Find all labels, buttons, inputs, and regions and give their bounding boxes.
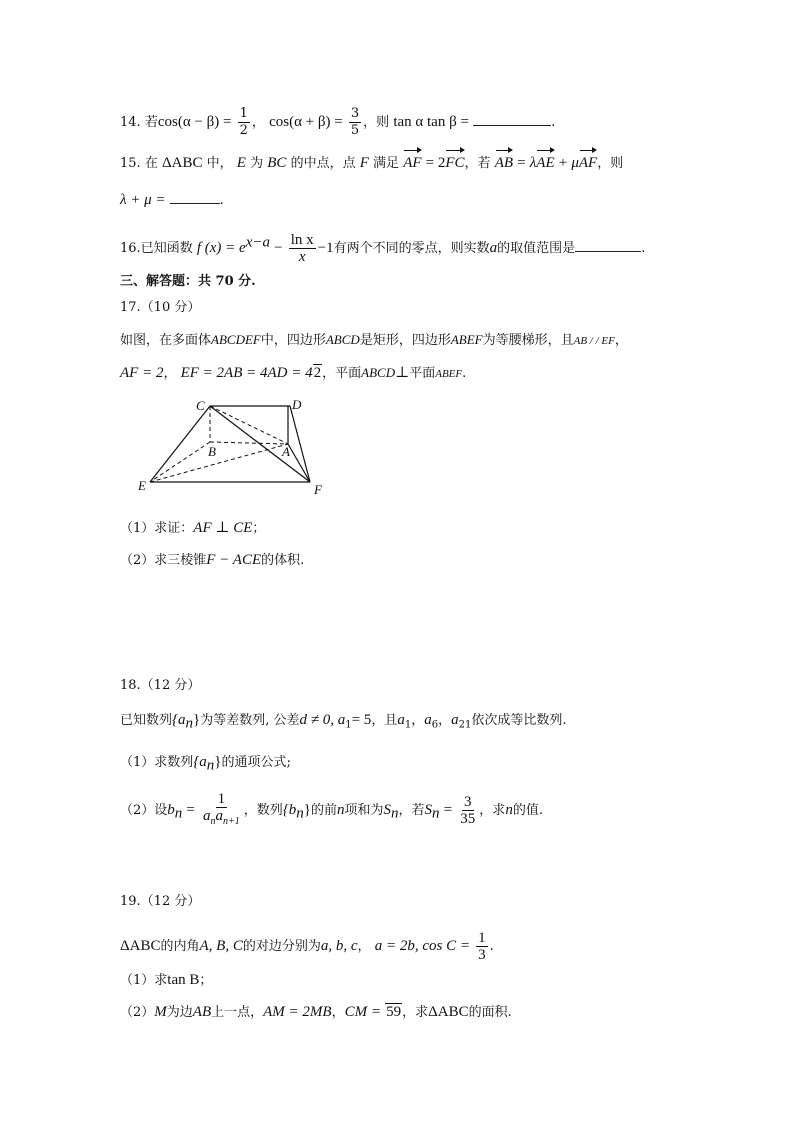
frac-num: 1 bbox=[217, 791, 226, 807]
label-D: D bbox=[292, 397, 302, 412]
frac-den: 5 bbox=[350, 123, 360, 138]
q19-cm: CM = bbox=[344, 1004, 381, 1020]
q17-line1 bbox=[120, 330, 628, 351]
q19-part2-label: （2） bbox=[120, 1005, 155, 1020]
q15-lambda-mu: λ + μ = bbox=[120, 192, 166, 208]
q16-text: 的取值范围是 bbox=[497, 241, 576, 256]
q15-number: 15. bbox=[120, 156, 141, 171]
q18-a6: a bbox=[424, 712, 432, 728]
q17-part2-end: 的体积. bbox=[261, 553, 305, 568]
q17-text: ， bbox=[614, 333, 628, 348]
q17-text: 为等腰梯形，且 bbox=[482, 333, 574, 348]
q15-text: ，若 bbox=[464, 156, 491, 171]
q18-sub: n bbox=[185, 715, 194, 732]
q17-text: ，平面 bbox=[322, 366, 362, 381]
q16-text: 有两个不同的零点，则实数 bbox=[333, 241, 490, 256]
q18-text: 依次成等比数列. bbox=[471, 713, 567, 728]
q18-sub: 21 bbox=[458, 719, 472, 731]
q15-plus: + bbox=[558, 155, 568, 171]
q18-line1 bbox=[120, 710, 566, 736]
q19-number: 19.（12 分） bbox=[120, 894, 201, 909]
q17-part1-math: AF ⊥ CE bbox=[193, 520, 253, 536]
q18-brace: } bbox=[214, 754, 222, 770]
edge-AF bbox=[288, 444, 310, 482]
q16-answer-blank[interactable] bbox=[575, 239, 641, 252]
q19-M: M bbox=[154, 1004, 167, 1020]
frac-den: 3 bbox=[478, 947, 486, 963]
q18-sub: n bbox=[174, 805, 183, 822]
q18-frac-3-35 bbox=[458, 794, 477, 827]
q19-part1-math: tan B bbox=[167, 972, 200, 988]
q19-AB: AB bbox=[192, 1004, 212, 1020]
q14-tan: tan α tan β = bbox=[393, 114, 469, 130]
label-F: F bbox=[314, 482, 322, 497]
q19-comma: ， bbox=[331, 1005, 345, 1020]
q18-text: ，数列 bbox=[243, 803, 283, 818]
q18-part1 bbox=[120, 752, 291, 776]
q18-bseq: {b bbox=[282, 802, 297, 818]
q17-ABCD: ABCD bbox=[325, 332, 360, 347]
q18-brace: } bbox=[303, 802, 311, 818]
q15-triangle: ΔABC bbox=[161, 155, 203, 171]
q14-number: 14. bbox=[120, 115, 141, 130]
q16-a: a bbox=[489, 240, 498, 256]
q15-BC: BC bbox=[267, 155, 287, 171]
label-A: A bbox=[282, 444, 290, 459]
q17-text: 中，四边形 bbox=[260, 333, 326, 348]
q15-text: 的中点，点 bbox=[290, 156, 356, 171]
q17-ABEF: ABEF bbox=[450, 332, 483, 347]
q18-a21: a bbox=[451, 712, 459, 728]
vector-AB: AB bbox=[495, 150, 513, 173]
q17-perp: ⊥ bbox=[395, 365, 410, 381]
label-B: B bbox=[208, 444, 216, 459]
q18-S: S bbox=[383, 802, 392, 818]
frac-num: 3 bbox=[464, 794, 472, 810]
q19-angles: A, B, C bbox=[199, 938, 243, 954]
q19-text: 为边 bbox=[166, 1005, 193, 1020]
frac-den: 2 bbox=[239, 123, 248, 138]
question-16 bbox=[120, 232, 645, 265]
q16-tail: −1 bbox=[317, 240, 334, 256]
edge-DF bbox=[290, 406, 310, 482]
q14-cos2: cos(α + β) = bbox=[269, 114, 343, 130]
q18-brace: } bbox=[193, 712, 201, 728]
q18-S: S bbox=[424, 802, 433, 818]
question-15 bbox=[120, 150, 623, 174]
q17-number: 17.（10 分） bbox=[120, 300, 201, 315]
q18-sub: n bbox=[210, 816, 216, 827]
q14-frac1 bbox=[238, 106, 250, 139]
q18-sub: 1 bbox=[345, 719, 352, 731]
q14-frac2 bbox=[349, 106, 361, 139]
q16-exponent: x−a bbox=[245, 234, 270, 251]
q15-text: 为 bbox=[250, 156, 264, 171]
q16-function: f (x) = e bbox=[196, 240, 246, 256]
q19-cond: a = 2b, cos C = bbox=[374, 938, 470, 954]
vector-FC: FC bbox=[445, 150, 464, 173]
q16-minus: − bbox=[274, 240, 283, 256]
edge-CE bbox=[150, 406, 210, 482]
q18-comma: ， bbox=[411, 713, 425, 728]
q18-a1: a bbox=[397, 712, 405, 728]
q14-cos1: cos(α − β) = bbox=[157, 114, 232, 130]
q18-b: b bbox=[167, 802, 175, 818]
q18-sub: 6 bbox=[431, 719, 439, 731]
q17-text: 如图，在多面体 bbox=[120, 333, 212, 348]
frac-den bbox=[201, 808, 242, 830]
q19-triangle: ΔABC bbox=[428, 1004, 469, 1020]
q18-sub: 1 bbox=[404, 719, 412, 731]
q18-sub: n bbox=[206, 757, 215, 774]
edge-CA-hidden bbox=[210, 406, 288, 444]
q15-answer-blank[interactable] bbox=[170, 191, 220, 204]
q17-af: AF = 2 bbox=[120, 365, 164, 381]
q18-text: ，求 bbox=[479, 803, 506, 818]
q19-line1 bbox=[120, 928, 494, 965]
q17-part2-label: （2）求三棱锥 bbox=[120, 553, 207, 568]
q14-text2: ，则 bbox=[363, 115, 390, 130]
q15-eq: = bbox=[517, 155, 526, 171]
edge-BE-hidden bbox=[150, 442, 210, 482]
q17-part1-label: （1）求证： bbox=[120, 521, 194, 536]
q16-end: . bbox=[641, 241, 646, 256]
q19-triangle: ΔABC bbox=[120, 938, 161, 954]
q17-line2 bbox=[120, 363, 466, 384]
q17-parallel: AB / / EF bbox=[573, 335, 615, 347]
q17-end: . bbox=[462, 366, 467, 381]
q14-answer-blank[interactable] bbox=[473, 113, 551, 126]
q17-sqrt: 2 bbox=[313, 365, 322, 381]
q19-frac bbox=[476, 930, 488, 963]
q19-text: ， bbox=[357, 939, 371, 954]
edge-BA-hidden bbox=[210, 442, 288, 444]
section-title: 三、解答题：共 70 分. bbox=[120, 274, 256, 289]
q18-sub: n+1 bbox=[223, 816, 240, 827]
q19-part1-label: （1）求 bbox=[120, 973, 168, 988]
q18-seq: {a bbox=[193, 754, 207, 770]
q18-text: 的前 bbox=[311, 803, 338, 818]
q19-sides: a, b, c bbox=[320, 938, 358, 954]
q18-text: ，且 bbox=[371, 713, 398, 728]
q19-sqrt: 59 bbox=[386, 1004, 402, 1020]
q18-n: n bbox=[337, 802, 345, 818]
q18-part2-label: （2）设 bbox=[120, 803, 168, 818]
q19-text: 的对边分别为 bbox=[242, 939, 321, 954]
q18-sub: n bbox=[296, 805, 304, 822]
q18-part2 bbox=[120, 790, 543, 834]
q18-eq: = 5 bbox=[351, 712, 372, 728]
frac-num: 1 bbox=[478, 930, 486, 946]
question-14 bbox=[120, 106, 555, 139]
q18-text: 已知数列 bbox=[120, 713, 173, 728]
q19-text: ，求 bbox=[402, 1005, 429, 1020]
q18-part1-text: 的通项公式; bbox=[221, 755, 291, 770]
q15-E: E bbox=[236, 155, 246, 171]
q15-end: . bbox=[219, 193, 224, 208]
label-E: E bbox=[138, 478, 146, 493]
q18-text: 项和为 bbox=[344, 803, 384, 818]
question-15-line2 bbox=[120, 190, 224, 211]
q19-end: . bbox=[489, 939, 494, 954]
q18-number: 18.（12 分） bbox=[120, 678, 201, 693]
q18-eq: = bbox=[443, 802, 453, 818]
q17-text: 是矩形，四边形 bbox=[359, 333, 451, 348]
q19-part1 bbox=[120, 970, 212, 991]
q17-plane2: ABEF bbox=[435, 368, 463, 380]
q15-mu: μ bbox=[571, 155, 579, 171]
q18-part1-label: （1）求数列 bbox=[120, 755, 194, 770]
q18-text: ，若 bbox=[398, 803, 425, 818]
q17-part1-end: ； bbox=[252, 521, 266, 536]
frac-num: 1 bbox=[239, 106, 248, 121]
vector-AF: AF bbox=[403, 150, 421, 173]
q17-ef: EF = 2AB = 4AD = 4 bbox=[180, 365, 313, 381]
q18-n: n bbox=[505, 802, 513, 818]
q15-lambda: λ bbox=[529, 155, 537, 171]
edge-EA-hidden bbox=[150, 444, 288, 482]
q18-den-a: a bbox=[215, 808, 224, 824]
q17-ABCDEF: ABCDEF bbox=[211, 332, 261, 347]
frac-den: 35 bbox=[460, 811, 476, 827]
q19-part2 bbox=[120, 1002, 512, 1023]
vector-AF-2: AF bbox=[579, 150, 597, 173]
q19-text: 的面积. bbox=[468, 1005, 512, 1020]
q16-frac bbox=[289, 232, 316, 265]
q17-text: 平面 bbox=[409, 366, 436, 381]
q18-comma: ， bbox=[438, 713, 452, 728]
vector-AE: AE bbox=[536, 150, 554, 173]
q19-am: AM = 2MB bbox=[263, 1004, 332, 1020]
q18-sub: n bbox=[432, 805, 440, 822]
q17-plane1: ABCD bbox=[361, 365, 396, 380]
edge-CF bbox=[210, 406, 310, 482]
q15-text: 在 bbox=[144, 156, 158, 171]
q16-text: 已知函数 bbox=[140, 241, 193, 256]
q15-text: 中， bbox=[206, 156, 233, 171]
q14-text: 若 bbox=[144, 115, 158, 130]
q17-comma: ， bbox=[163, 366, 177, 381]
q19-text: 的内角 bbox=[160, 939, 200, 954]
q18-text: 的值. bbox=[512, 803, 543, 818]
q15-text: ，则 bbox=[597, 156, 624, 171]
q15-eq: = 2 bbox=[425, 155, 446, 171]
frac-num: ln x bbox=[290, 232, 314, 248]
q18-seq: {a bbox=[172, 712, 186, 728]
q19-text: 上一点， bbox=[211, 1005, 264, 1020]
q17-part2-math: F − ACE bbox=[206, 552, 262, 568]
q17-part1 bbox=[120, 518, 265, 539]
q16-number: 16. bbox=[120, 241, 141, 256]
q15-F: F bbox=[359, 155, 369, 171]
label-C: C bbox=[196, 398, 205, 413]
q18-text: 为等差数列, 公差 bbox=[200, 713, 300, 728]
q14-sep: ， bbox=[251, 115, 265, 130]
q15-text: 满足 bbox=[373, 156, 400, 171]
q18-frac-bn bbox=[201, 791, 242, 830]
q19-part1-end: ； bbox=[199, 973, 213, 988]
frac-den: x bbox=[298, 249, 306, 265]
q18-den-a: a bbox=[203, 808, 211, 824]
q18-eq: = bbox=[186, 802, 195, 818]
q18-cond: d ≠ 0, a bbox=[299, 712, 346, 728]
q17-part2 bbox=[120, 550, 304, 571]
q18-sub: n bbox=[391, 805, 399, 822]
q14-end: . bbox=[551, 115, 556, 130]
frac-num: 3 bbox=[350, 106, 360, 121]
polyhedron-figure bbox=[130, 392, 340, 502]
